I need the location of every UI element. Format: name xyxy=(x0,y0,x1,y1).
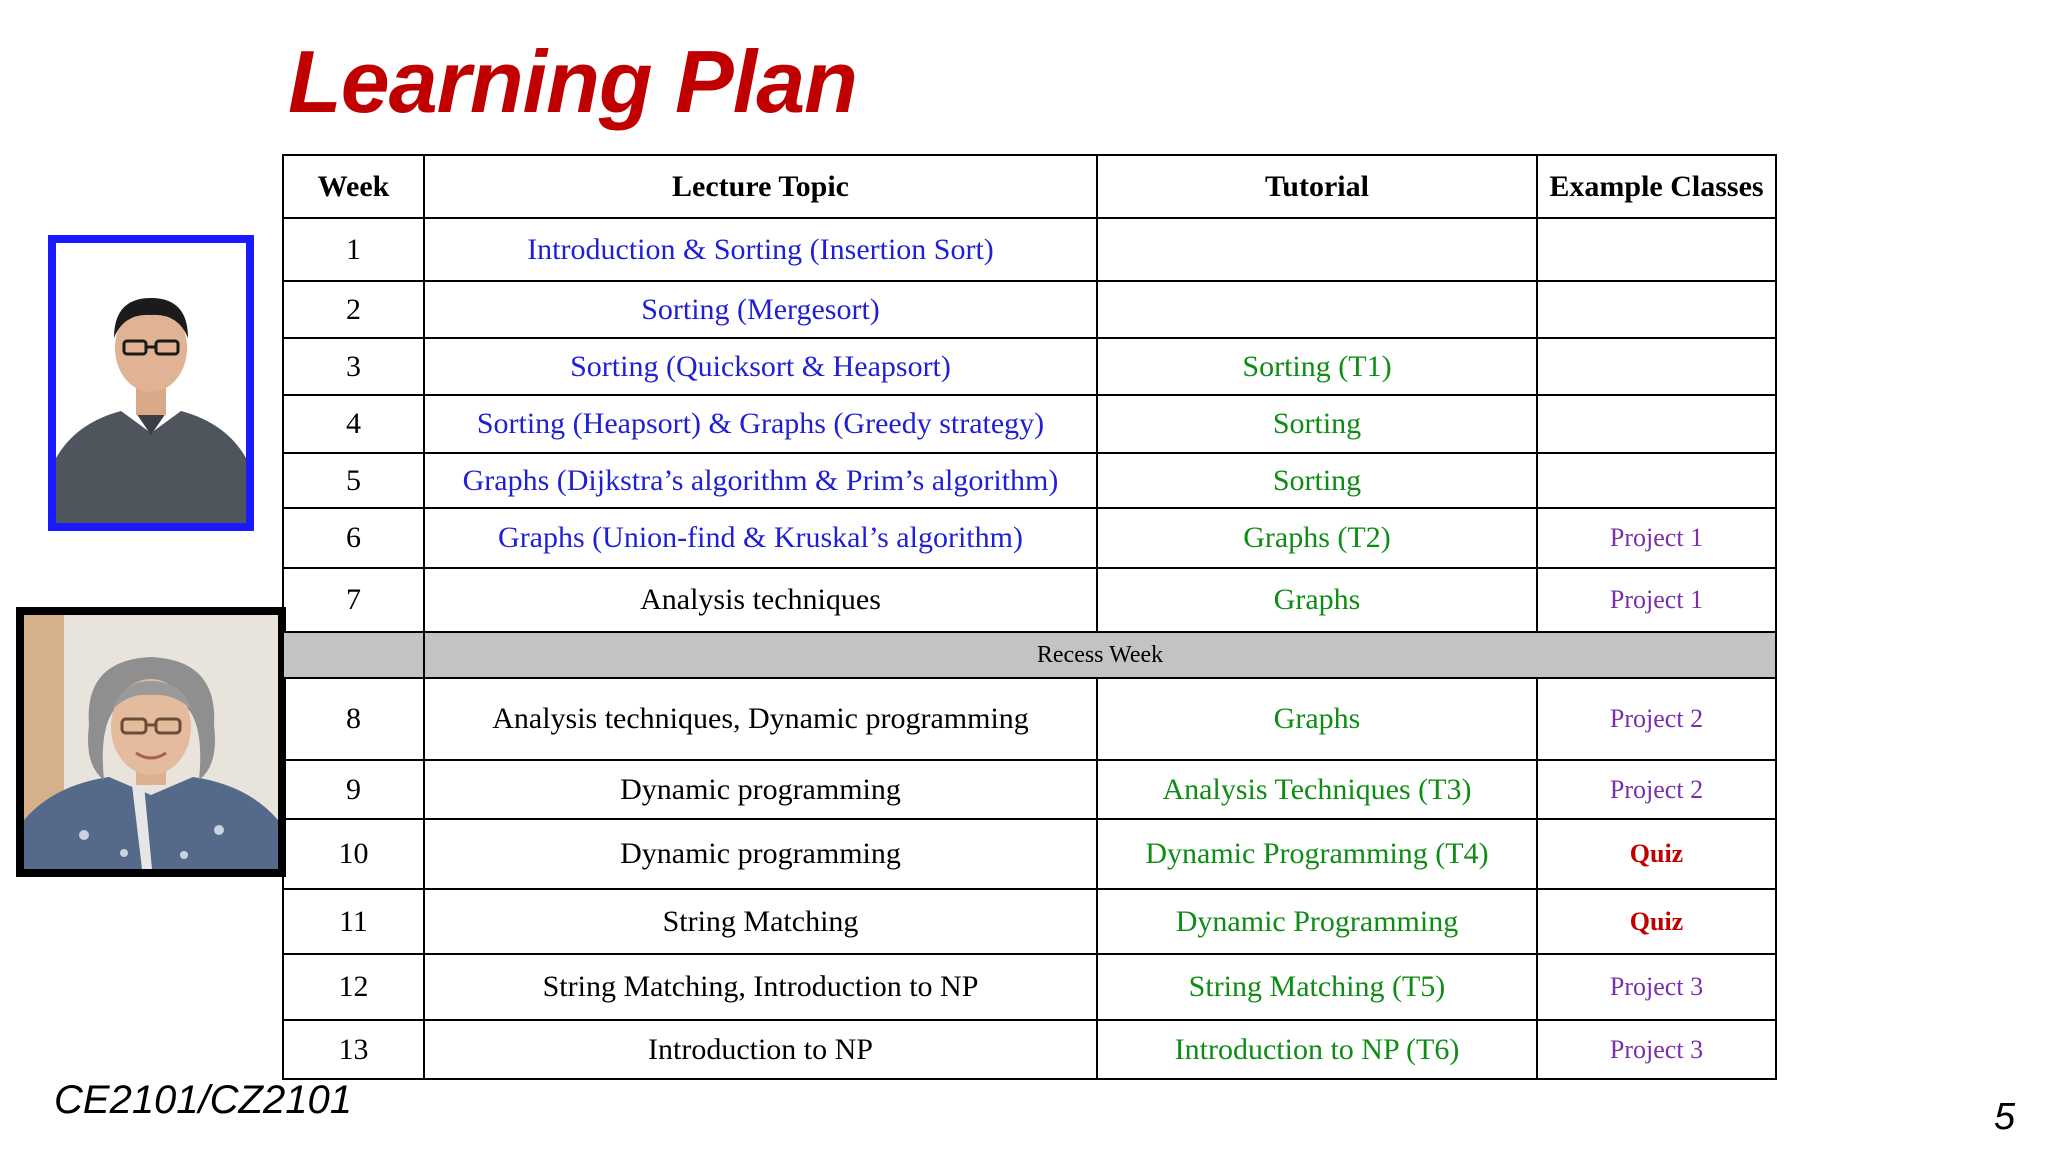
tutorial-cell: String Matching (T5) xyxy=(1097,954,1537,1020)
lecture-topic-cell: Dynamic programming xyxy=(424,819,1097,889)
example-class-cell: Project 2 xyxy=(1537,760,1776,819)
week-cell: 13 xyxy=(283,1020,424,1079)
slide-title: Learning Plan xyxy=(288,32,857,131)
lecturer-photo-2 xyxy=(16,607,286,877)
recess-week-row xyxy=(283,632,1776,678)
lecture-topic-cell: Sorting (Quicksort & Heapsort) xyxy=(424,338,1097,395)
example-class-cell xyxy=(1537,453,1776,508)
portrait-woman-image xyxy=(24,615,278,869)
week-cell: 11 xyxy=(283,889,424,954)
page-number: 5 xyxy=(1994,1096,2016,1138)
example-class-cell: Project 1 xyxy=(1537,508,1776,568)
week-cell: 10 xyxy=(283,819,424,889)
table-row xyxy=(283,508,1776,568)
example-class-cell: Quiz xyxy=(1537,889,1776,954)
example-class-cell: Project 3 xyxy=(1537,1020,1776,1079)
tutorial-cell: Graphs (T2) xyxy=(1097,508,1537,568)
example-class-cell: Project 2 xyxy=(1537,678,1776,760)
lecture-topic-cell: Sorting (Heapsort) & Graphs (Greedy strategy) xyxy=(424,395,1097,453)
header-lecture-topic: Lecture Topic xyxy=(424,155,1097,218)
lecture-topic-cell: Graphs (Union-find & Kruskal’s algorithm) xyxy=(424,508,1097,568)
tutorial-cell xyxy=(1097,281,1537,338)
week-cell: 3 xyxy=(283,338,424,395)
course-code: CE2101/CZ2101 xyxy=(54,1078,352,1122)
tutorial-cell: Graphs xyxy=(1097,568,1537,632)
lecture-topic-cell: Graphs (Dijkstra’s algorithm & Prim’s algorithm) xyxy=(424,453,1097,508)
lecture-topic-cell: String Matching, Introduction to NP xyxy=(424,954,1097,1020)
tutorial-cell: Sorting (T1) xyxy=(1097,338,1537,395)
week-cell: 9 xyxy=(283,760,424,819)
example-class-cell: Project 1 xyxy=(1537,568,1776,632)
recess-week-label: Recess Week xyxy=(424,632,1776,678)
lecturer-photo-1 xyxy=(48,235,254,531)
tutorial-cell: Graphs xyxy=(1097,678,1537,760)
week-cell: 7 xyxy=(283,568,424,632)
table-row xyxy=(283,568,1776,632)
lecture-topic-cell: Introduction to NP xyxy=(424,1020,1097,1079)
table-row xyxy=(283,678,1776,760)
example-class-cell: Quiz xyxy=(1537,819,1776,889)
table-row xyxy=(283,1020,1776,1079)
tutorial-cell: Dynamic Programming xyxy=(1097,889,1537,954)
lecture-topic-cell: Dynamic programming xyxy=(424,760,1097,819)
tutorial-cell: Analysis Techniques (T3) xyxy=(1097,760,1537,819)
week-cell: 4 xyxy=(283,395,424,453)
example-class-cell xyxy=(1537,281,1776,338)
learning-plan-table xyxy=(282,154,1777,1080)
week-cell: 5 xyxy=(283,453,424,508)
example-class-cell xyxy=(1537,218,1776,281)
tutorial-cell: Introduction to NP (T6) xyxy=(1097,1020,1537,1079)
table-row xyxy=(283,954,1776,1020)
example-class-cell xyxy=(1537,338,1776,395)
lecture-topic-cell: Sorting (Mergesort) xyxy=(424,281,1097,338)
week-cell: 2 xyxy=(283,281,424,338)
lecture-topic-cell: String Matching xyxy=(424,889,1097,954)
table-header-row xyxy=(283,155,1776,218)
table-row xyxy=(283,453,1776,508)
tutorial-cell: Dynamic Programming (T4) xyxy=(1097,819,1537,889)
lecture-topic-cell: Introduction & Sorting (Insertion Sort) xyxy=(424,218,1097,281)
table-row xyxy=(283,889,1776,954)
week-cell: 1 xyxy=(283,218,424,281)
header-tutorial: Tutorial xyxy=(1097,155,1537,218)
portrait-man-image xyxy=(56,243,246,523)
table-row xyxy=(283,218,1776,281)
example-class-cell xyxy=(1537,395,1776,453)
tutorial-cell: Sorting xyxy=(1097,395,1537,453)
table-row xyxy=(283,760,1776,819)
header-week: Week xyxy=(283,155,424,218)
tutorial-cell: Sorting xyxy=(1097,453,1537,508)
table-row xyxy=(283,338,1776,395)
tutorial-cell xyxy=(1097,218,1537,281)
week-cell: 8 xyxy=(283,678,424,760)
table-row xyxy=(283,281,1776,338)
week-cell: 6 xyxy=(283,508,424,568)
week-cell: 12 xyxy=(283,954,424,1020)
recess-week-cell xyxy=(283,632,424,678)
example-class-cell: Project 3 xyxy=(1537,954,1776,1020)
lecture-topic-cell: Analysis techniques xyxy=(424,568,1097,632)
header-example-classes: Example Classes xyxy=(1537,155,1776,218)
lecture-topic-cell: Analysis techniques, Dynamic programming xyxy=(424,678,1097,760)
table-row xyxy=(283,395,1776,453)
table-row xyxy=(283,819,1776,889)
